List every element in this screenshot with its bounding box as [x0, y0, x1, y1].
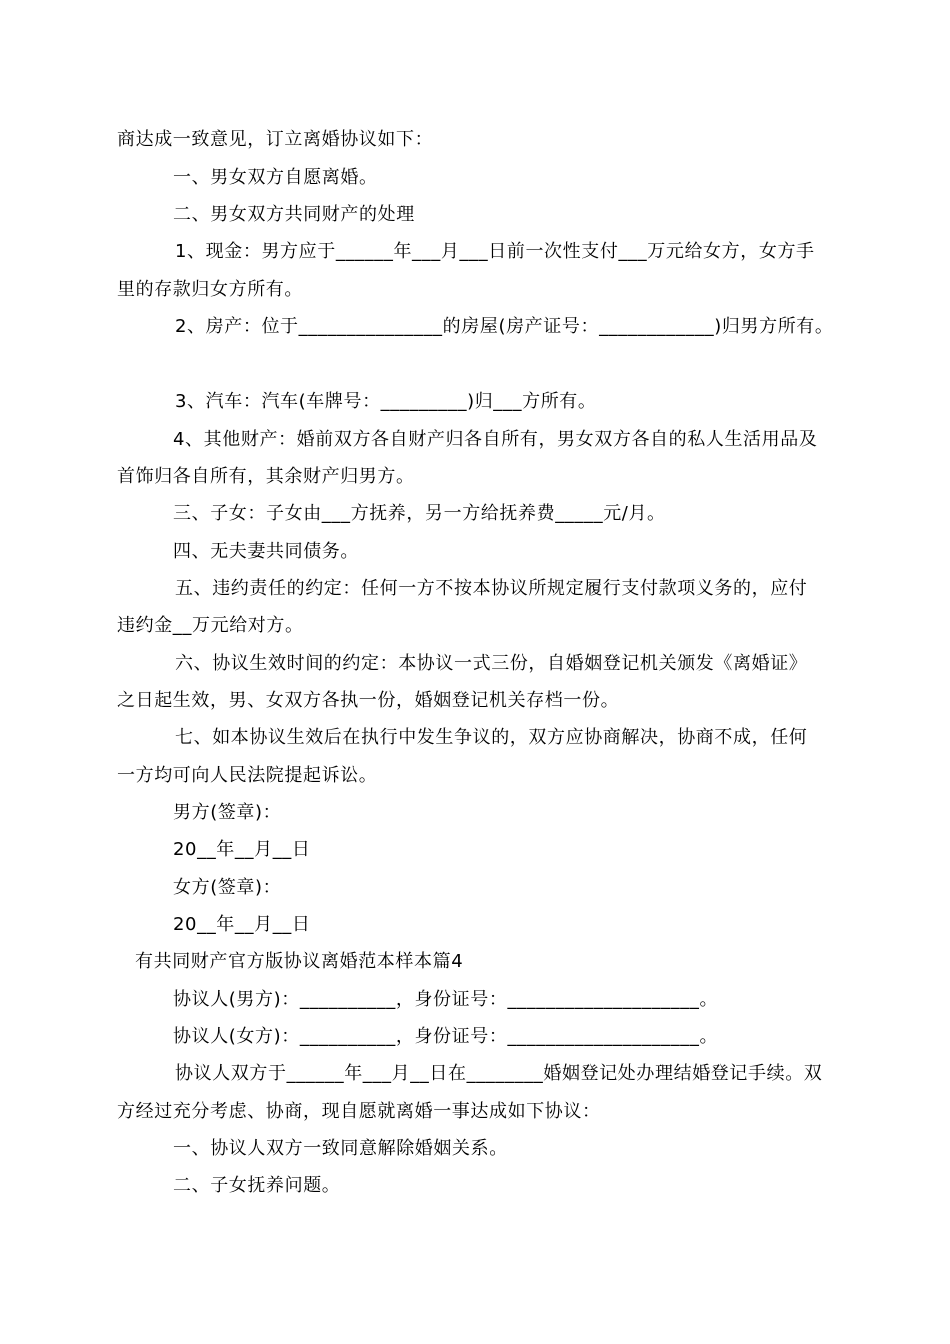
- text-line: 商达成一致意见，订立离婚协议如下：: [117, 129, 434, 150]
- text-line: 二、子女抚养问题。: [173, 1175, 341, 1196]
- text-line: 协议人(女方)：__________，身份证号：____________________。: [173, 1026, 719, 1047]
- text-line: 四、无夫妻共同债务。: [173, 541, 359, 562]
- text-line: 六、协议生效时间的约定：本协议一式三份，自婚姻登记机关颁发《离婚证》: [175, 653, 808, 674]
- text-line: 一、男女双方自愿离婚。: [173, 167, 378, 188]
- section-heading: 有共同财产官方版协议离婚范本样本篇4: [135, 951, 464, 972]
- text-line: 之日起生效，男、女双方各执一份，婚姻登记机关存档一份。: [117, 690, 620, 711]
- text-line: 3、汽车：汽车(车牌号：_________)归___方所有。: [175, 391, 597, 412]
- text-line: 协议人(男方)：__________，身份证号：____________________。: [173, 989, 719, 1010]
- text-line: 违约金__万元给对方。: [117, 615, 304, 636]
- text-line: 男方(签章)：: [173, 802, 282, 823]
- text-line: 方经过充分考虑、协商，现自愿就离婚一事达成如下协议：: [117, 1101, 601, 1122]
- text-line: 女方(签章)：: [173, 877, 282, 898]
- text-line: 二、男女双方共同财产的处理: [173, 204, 415, 225]
- text-line: 三、子女：子女由___方抚养，另一方给抚养费_____元/月。: [173, 503, 666, 524]
- text-line: 里的存款归女方所有。: [117, 279, 303, 300]
- text-line: 20__年__月__日: [173, 839, 311, 860]
- text-line: 2、房产：位于_______________的房屋(房产证号：____________)归男方所有。: [175, 316, 834, 337]
- text-line: 一、协议人双方一致同意解除婚姻关系。: [173, 1138, 508, 1159]
- text-line: 七、如本协议生效后在执行中发生争议的，双方应协商解决，协商不成，任何: [175, 727, 808, 748]
- text-line: 20__年__月__日: [173, 914, 311, 935]
- text-line: 4、其他财产：婚前双方各自财产归各自所有，男女双方各自的私人生活用品及: [173, 429, 818, 450]
- text-line: 1、现金：男方应于______年___月___日前一次性支付___万元给女方，女方手: [175, 241, 815, 262]
- text-line: 协议人双方于______年___月__日在________婚姻登记处办理结婚登记手续。双: [175, 1063, 823, 1084]
- text-line: 五、违约责任的约定：任何一方不按本协议所规定履行支付款项义务的，应付: [175, 578, 808, 599]
- text-line: 一方均可向人民法院提起诉讼。: [117, 765, 378, 786]
- text-line: 首饰归各自所有，其余财产归男方。: [117, 466, 415, 487]
